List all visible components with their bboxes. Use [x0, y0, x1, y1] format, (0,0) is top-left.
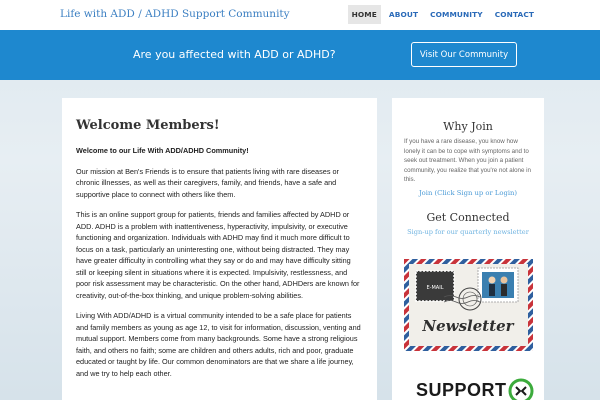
support-label: SUPPORT	[416, 380, 507, 400]
banner-headline: Are you affected with ADD or ADHD?	[133, 48, 336, 61]
nav-home[interactable]: HOME	[348, 5, 381, 24]
stamp-label: E-MAIL	[426, 285, 444, 291]
about-adhd-paragraph: This is an online support group for patients, friends and families affected by ADHD or ADD. ADHD is a problem with inattentiveness, hyperactivity, impulsivity, or executive functioning and organization. Individuals with ADHD may find it much more difficult to focus on a task, particularly an uninteresting one, without being distracted. They may have greater difficulty in controlling what they say or do and may have difficulty sitting still or keeping silent in situations where it is expected. Impulsivity, restlessness, and poor risk assessment may be characteristic. On the other hand, ADHDers are known for creativity, out-of-the-box thinking, and unique problem-solving abilities.	[76, 210, 360, 300]
nav-contact[interactable]: CONTACT	[494, 10, 534, 19]
newsletter-image[interactable]	[404, 259, 533, 351]
page-title: Welcome Members!	[76, 118, 220, 133]
join-link[interactable]: Join (Click Sign up or Login)	[418, 188, 518, 197]
support-logo-icon	[508, 378, 534, 400]
newsletter-word: Newsletter	[422, 317, 514, 335]
why-join-title: Why Join	[443, 120, 493, 133]
get-connected-title: Get Connected	[426, 210, 510, 224]
community-paragraph: Living With ADD/ADHD is a virtual community intended to be a safe place for patients and family members as young as age 12, to visit for information, discussion, venting and mutual support. Members come from many backgrounds. Some have a strong religious faith, and others no faith; some are children and others adults, rich and poor, graduate educated or taught by life. Our common denominators are that we share a life journey, and we try to help each other.	[76, 311, 361, 378]
site-title[interactable]: Life with ADD / ADHD Support Community	[60, 8, 290, 20]
intro-text: Welcome to our Life With ADD/ADHD Community!	[76, 146, 249, 155]
hero-banner	[0, 30, 600, 80]
why-join-text: If you have a rare disease, you know how lonely it can be to cope with symptoms and to seek out treatment. When you join a patient community, you realize that you're not alone in this.	[404, 138, 531, 183]
main-nav	[348, 5, 538, 24]
mission-paragraph: Our mission at Ben's Friends is to ensure that patients living with rare diseases or chronic illnesses, as well as their caregivers, family, and friends, have a safe and supportive place to connect with others like them.	[76, 166, 339, 199]
nav-community[interactable]: COMMUNITY	[430, 10, 483, 19]
visit-community-button[interactable]: Visit Our Community	[411, 42, 517, 67]
sidebar	[392, 98, 544, 400]
newsletter-signup-link[interactable]: Sign-up for our quarterly newsletter	[407, 227, 529, 236]
nav-about[interactable]: ABOUT	[388, 10, 419, 19]
top-bar	[0, 0, 600, 30]
support-badge[interactable]	[416, 378, 526, 400]
main-content	[62, 98, 377, 400]
